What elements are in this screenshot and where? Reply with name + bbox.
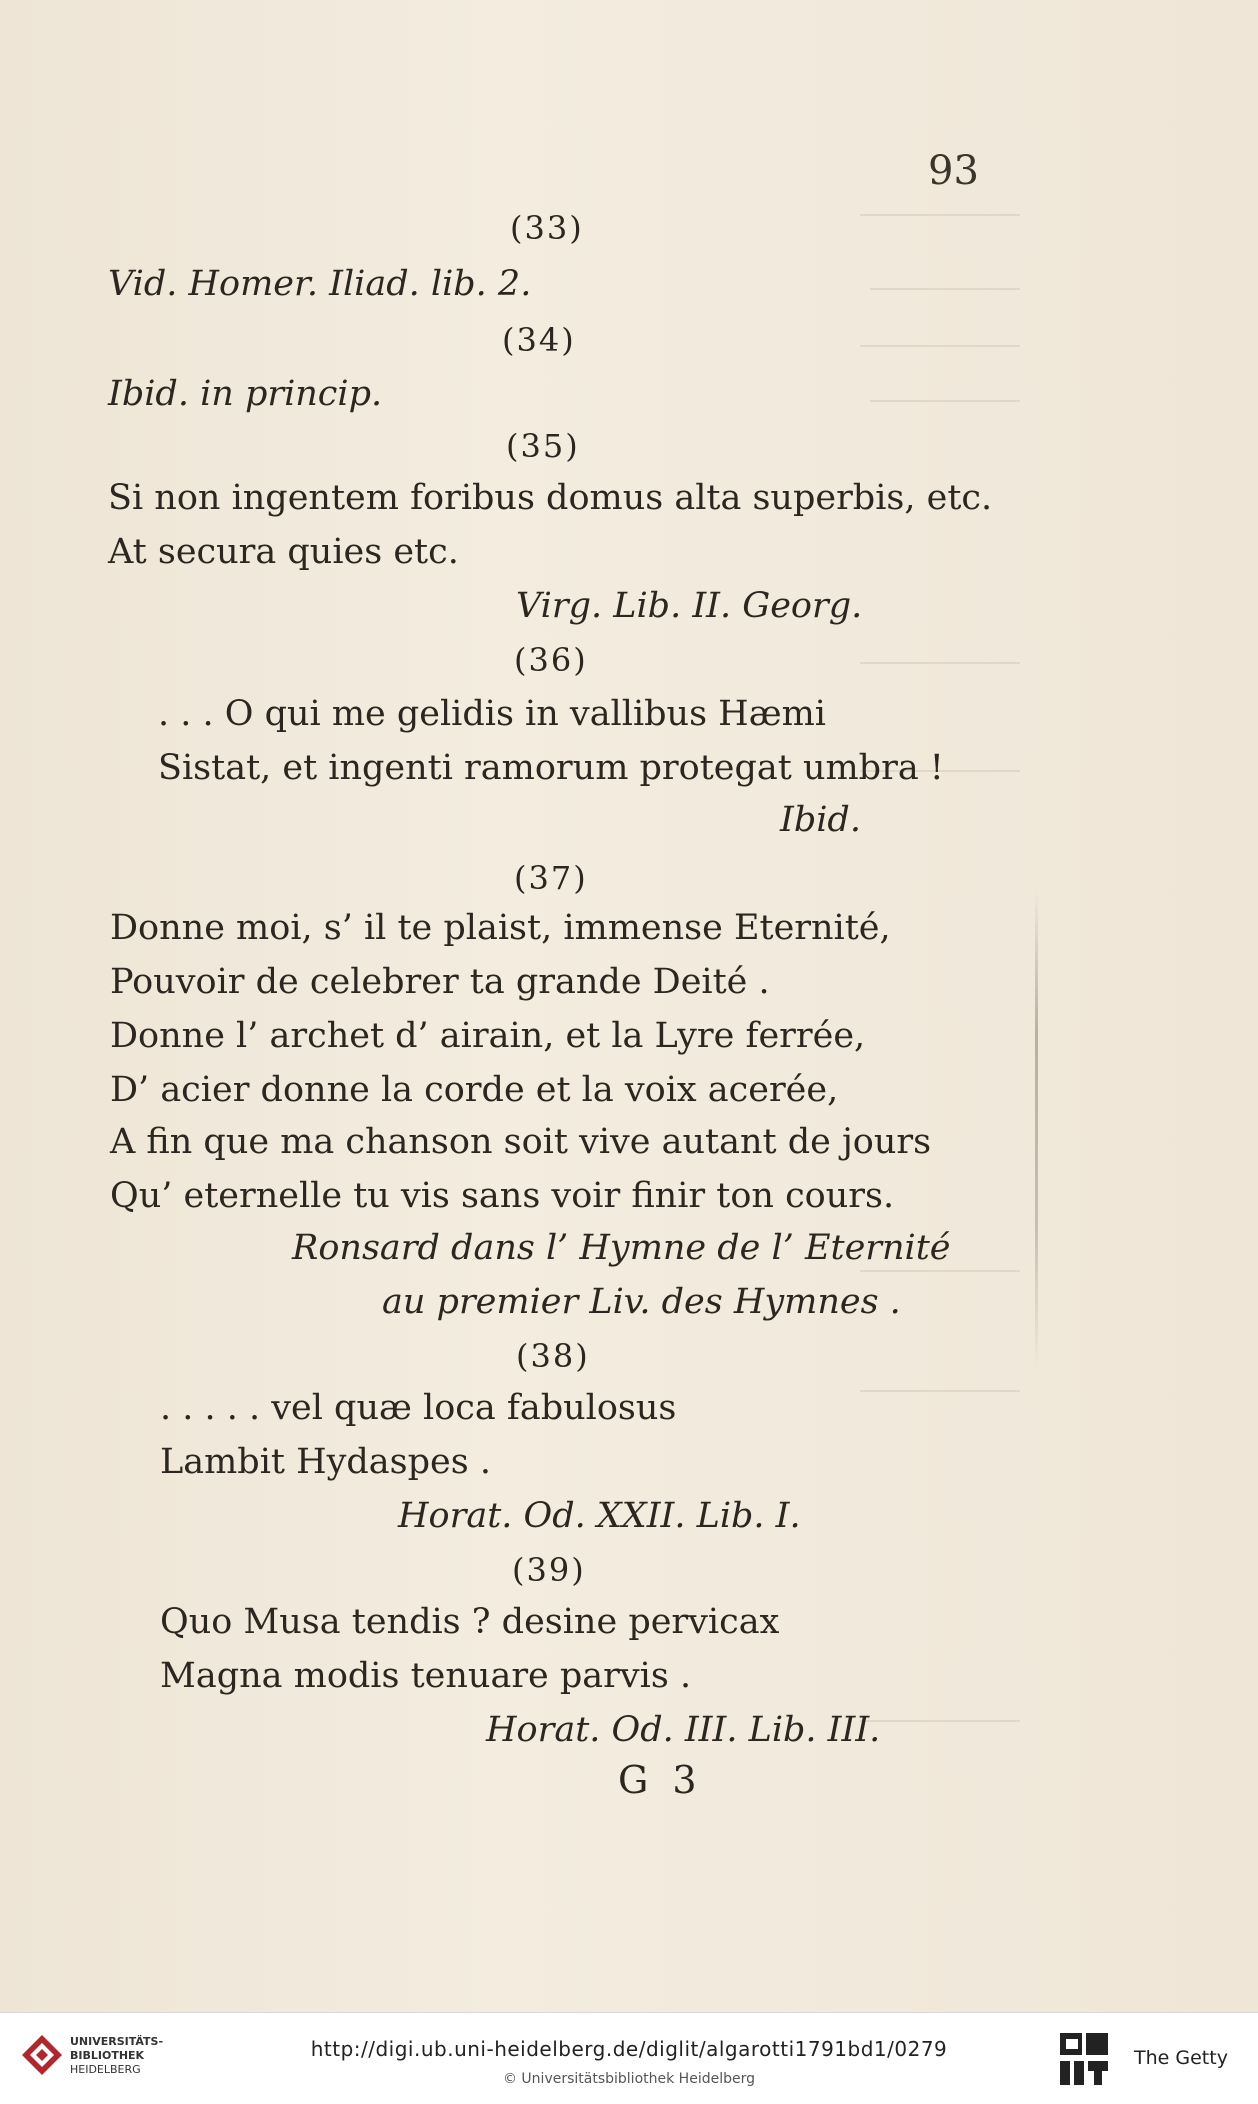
text-line: Sistat, et ingenti ramorum protegat umbra ! bbox=[158, 748, 944, 788]
show-through-line bbox=[860, 345, 1020, 347]
footer-bar bbox=[0, 2012, 1258, 2104]
text-line: . . . . . vel quæ loca fabulosus bbox=[160, 1388, 677, 1428]
show-through-line bbox=[860, 1390, 1020, 1392]
text-line: D’ acier donne la corde et la voix acerée, bbox=[110, 1070, 839, 1110]
text-line: Donne l’ archet d’ airain, et la Lyre ferrée, bbox=[110, 1016, 866, 1056]
show-through-line bbox=[860, 662, 1020, 664]
citation-line: Ibid. bbox=[780, 800, 861, 840]
note-number: (34) bbox=[502, 321, 576, 359]
citation-line: Horat. Od. III. Lib. III. bbox=[486, 1710, 881, 1750]
text-line: Pouvoir de celebrer ta grande Deité . bbox=[110, 962, 770, 1002]
copyright-notice: © Universitätsbibliothek Heidelberg bbox=[502, 2071, 755, 2087]
show-through-line bbox=[870, 288, 1020, 290]
library-name-line: UNIVERSITÄTS- bbox=[70, 2035, 164, 2048]
sponsor-name: The Getty bbox=[1134, 2047, 1228, 2069]
text-line: Donne moi, s’ il te plaist, immense Eternité, bbox=[110, 908, 891, 948]
text-line: Si non ingentem foribus domus alta superbis, etc. bbox=[108, 478, 993, 518]
note-number: (33) bbox=[510, 209, 584, 247]
show-through-line bbox=[860, 1270, 1020, 1272]
text-line: Lambit Hydaspes . bbox=[160, 1442, 491, 1482]
citation-line: au premier Liv. des Hymnes . bbox=[382, 1282, 901, 1322]
page-number: 93 bbox=[928, 148, 979, 194]
show-through-line bbox=[860, 1720, 1020, 1722]
note-number: (39) bbox=[512, 1551, 586, 1589]
signature-mark: G 3 bbox=[618, 1758, 703, 1802]
getty-logo-icon bbox=[1058, 2031, 1110, 2087]
text-line: Quo Musa tendis ? desine pervicax bbox=[160, 1602, 780, 1642]
note-number: (36) bbox=[514, 641, 588, 679]
text-line: A fin que ma chanson soit vive autant de jours bbox=[110, 1122, 932, 1162]
library-name-line: HEIDELBERG bbox=[70, 2063, 141, 2076]
text-line: Magna modis tenuare parvis . bbox=[160, 1656, 692, 1696]
text-line: Ibid. in princip. bbox=[108, 374, 383, 414]
page-edge-shadow bbox=[1035, 890, 1038, 1370]
permalink-url[interactable]: http://digi.ub.uni-heidelberg.de/diglit/algarotti1791bd1/0279 bbox=[310, 2037, 948, 2061]
note-number: (35) bbox=[506, 427, 580, 465]
text-line: Qu’ eternelle tu vis sans voir finir ton cours. bbox=[110, 1176, 895, 1216]
library-name-line: BIBLIOTHEK bbox=[70, 2049, 145, 2062]
citation-line: Virg. Lib. II. Georg. bbox=[516, 586, 863, 626]
citation-line: Ronsard dans l’ Hymne de l’ Eternité bbox=[292, 1228, 951, 1268]
note-number: (38) bbox=[516, 1337, 590, 1375]
citation-line: Horat. Od. XXII. Lib. I. bbox=[398, 1496, 801, 1536]
text-line: . . . O qui me gelidis in vallibus Hæmi bbox=[158, 694, 826, 734]
text-line: Vid. Homer. Iliad. lib. 2. bbox=[108, 264, 532, 304]
text-line: At secura quies etc. bbox=[108, 532, 459, 572]
show-through-line bbox=[870, 400, 1020, 402]
show-through-line bbox=[860, 214, 1020, 216]
note-number: (37) bbox=[514, 859, 588, 897]
